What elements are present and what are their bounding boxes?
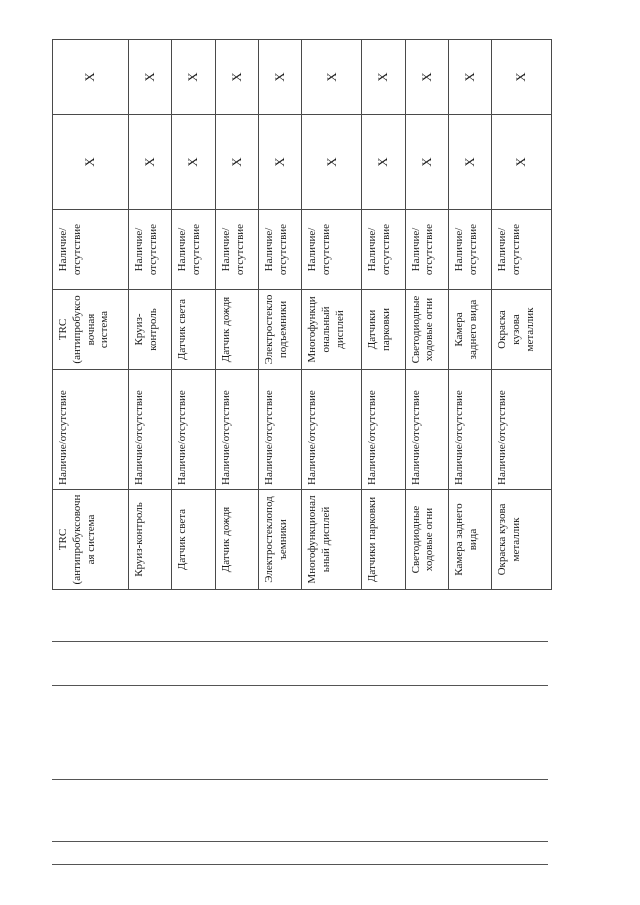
- availability-cell: Наличие/отсутствие: [302, 370, 362, 490]
- feature-name-cell: TRC (антипробуксовочная система: [53, 290, 129, 370]
- x-mark-cell: X: [492, 40, 552, 115]
- availability-cell: Наличие/отсутствие: [172, 210, 215, 290]
- availability-cell: Наличие/отсутствие: [448, 370, 491, 490]
- feature-name-cell: Камера заднего вида: [448, 290, 491, 370]
- availability-cell: Наличие/отсутствие: [129, 210, 172, 290]
- x-mark-cell: X: [129, 40, 172, 115]
- horizontal-rule: [52, 841, 548, 842]
- x-mark-cell: X: [492, 115, 552, 210]
- availability-cell: Наличие/отсутствие: [129, 370, 172, 490]
- feature-name-cell: Датчик дождя: [215, 490, 258, 590]
- feature-name-cell: Камера заднего вида: [448, 490, 491, 590]
- feature-name-cell: Круиз-контроль: [129, 490, 172, 590]
- availability-cell: Наличие/отсутствие: [405, 370, 448, 490]
- availability-cell: Наличие/отсутствие: [492, 370, 552, 490]
- feature-name-cell: Окраска кузова металлик: [492, 490, 552, 590]
- x-mark-cell: X: [53, 115, 129, 210]
- feature-name-cell: TRC (антипробуксовочная система: [53, 490, 129, 590]
- rotated-page-content: [52, 40, 552, 590]
- availability-cell: Наличие/отсутствие: [215, 370, 258, 490]
- availability-cell: Наличие/отсутствие: [405, 210, 448, 290]
- feature-name-cell: Круиз-контроль: [129, 290, 172, 370]
- x-mark-cell: X: [215, 115, 258, 210]
- feature-name-cell: Датчик света: [172, 290, 215, 370]
- table-row: [405, 40, 448, 590]
- x-mark-cell: X: [448, 115, 491, 210]
- availability-cell: Наличие/отсутствие: [53, 370, 129, 490]
- feature-name-cell: Многофункциональный дисплей: [302, 290, 362, 370]
- availability-cell: Наличие/отсутствие: [53, 210, 129, 290]
- feature-name-cell: Светодиодные ходовые огни: [405, 290, 448, 370]
- x-mark-cell: X: [259, 40, 302, 115]
- availability-cell: Наличие/отсутствие: [492, 210, 552, 290]
- x-mark-cell: X: [302, 115, 362, 210]
- horizontal-rule: [52, 641, 548, 642]
- x-mark-cell: X: [53, 40, 129, 115]
- availability-cell: Наличие/отсутствие: [448, 210, 491, 290]
- table-row: [259, 40, 302, 590]
- feature-name-cell: Датчик света: [172, 490, 215, 590]
- table-row: [302, 40, 362, 590]
- equipment-spec-table: [52, 39, 552, 590]
- x-mark-cell: X: [172, 115, 215, 210]
- feature-name-cell: Датчики парковки: [362, 490, 405, 590]
- feature-name-cell: Многофункциональный дисплей: [302, 490, 362, 590]
- horizontal-rule: [52, 779, 548, 780]
- availability-cell: Наличие/отсутствие: [259, 370, 302, 490]
- availability-cell: Наличие/отсутствие: [362, 210, 405, 290]
- table-row: [129, 40, 172, 590]
- horizontal-rule: [52, 864, 548, 865]
- availability-cell: Наличие/отсутствие: [259, 210, 302, 290]
- availability-cell: Наличие/отсутствие: [302, 210, 362, 290]
- feature-name-cell: Датчик дождя: [215, 290, 258, 370]
- x-mark-cell: X: [362, 40, 405, 115]
- x-mark-cell: X: [302, 40, 362, 115]
- availability-cell: Наличие/отсутствие: [215, 210, 258, 290]
- table-row: [448, 40, 491, 590]
- availability-cell: Наличие/отсутствие: [172, 370, 215, 490]
- horizontal-rule: [52, 685, 548, 686]
- x-mark-cell: X: [448, 40, 491, 115]
- availability-cell: Наличие/отсутствие: [362, 370, 405, 490]
- x-mark-cell: X: [259, 115, 302, 210]
- x-mark-cell: X: [405, 115, 448, 210]
- feature-name-cell: Светодиодные ходовые огни: [405, 490, 448, 590]
- x-mark-cell: X: [362, 115, 405, 210]
- table-row: [172, 40, 215, 590]
- feature-name-cell: Электростеклоподъемники: [259, 490, 302, 590]
- x-mark-cell: X: [129, 115, 172, 210]
- x-mark-cell: X: [172, 40, 215, 115]
- feature-name-cell: Электростеклоподъемники: [259, 290, 302, 370]
- table-row: [492, 40, 552, 590]
- x-mark-cell: X: [215, 40, 258, 115]
- table-row: [215, 40, 258, 590]
- feature-name-cell: Датчики парковки: [362, 290, 405, 370]
- feature-name-cell: Окраска кузова металлик: [492, 290, 552, 370]
- table-row: [362, 40, 405, 590]
- table-row: [53, 40, 129, 590]
- x-mark-cell: X: [405, 40, 448, 115]
